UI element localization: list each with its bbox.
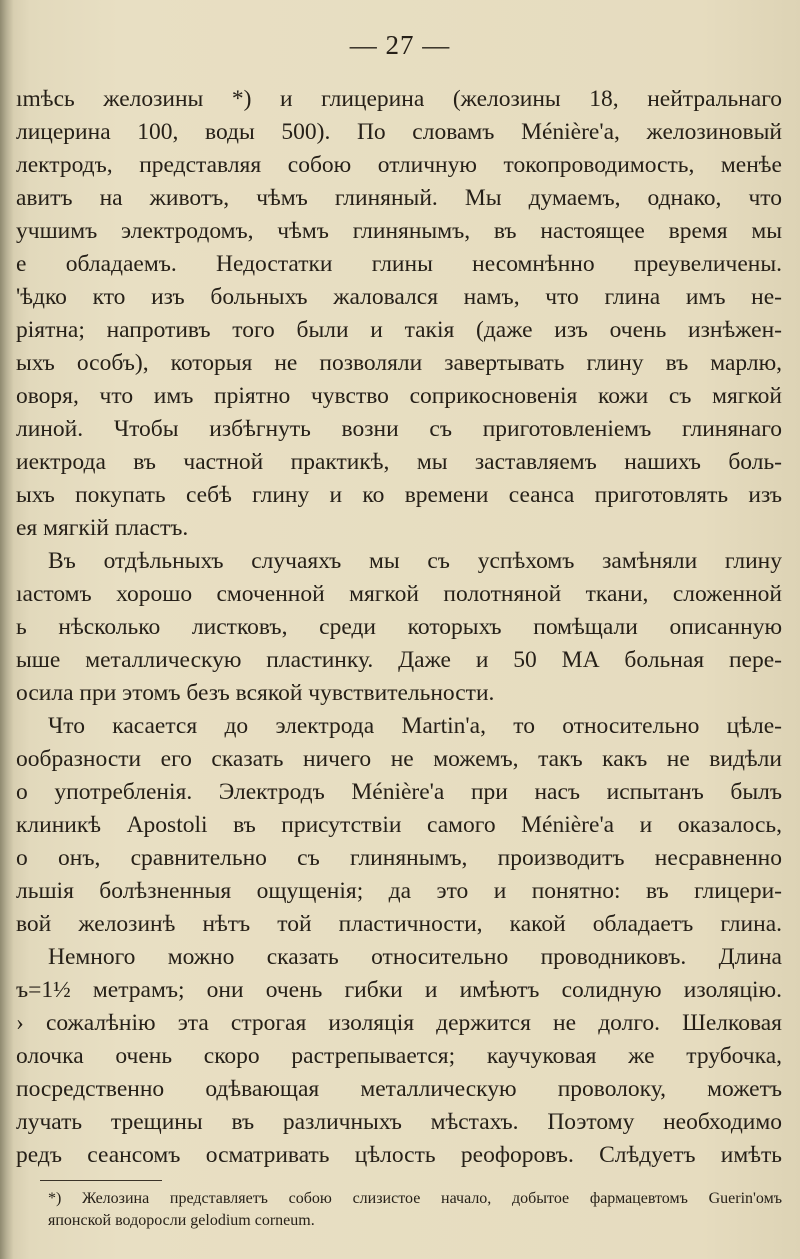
text-line: осила при этомъ безъ всякой чувствительности. (16, 680, 495, 706)
text-line: учшимъ электродомъ, чѣмъ глинянымъ, въ настоящее время мы (16, 218, 782, 244)
text-line: ımѣсь желозины *) и глицерина (желозины 18, нейтральнаго (16, 86, 782, 112)
text-line: ыхъ покупать себѣ глину и ко времени сеанса приготовлять изъ (16, 482, 782, 508)
text-line: ріятна; напротивъ того были и такія (даже изъ очень изнѣжен- (16, 317, 782, 343)
page-number: — 27 — (349, 30, 451, 60)
text-line: льшія болѣзненныя ощущенія; да это и понятно: въ глицери- (16, 878, 782, 904)
paragraph-start-line: Немного можно сказать относительно проводниковъ. Длина (48, 944, 782, 970)
text-line: оворя, что имъ пріятно чувство соприкосновенія кожи съ мягкой (16, 383, 782, 409)
text-line: олочка очень скоро растрепывается; каучуковая же трубочка, (16, 1043, 782, 1069)
text-line: о употребленія. Электродъ Ménière'a при насъ испытанъ былъ (16, 779, 782, 805)
text-line: лицерина 100, воды 500). По словамъ Ménière'a, желозиновый (16, 119, 782, 145)
text-line: › сожалѣнію эта строгая изоляція держится не долго. Шелковая (16, 1010, 782, 1036)
text-line: ыше металлическую пластинку. Даже и 50 МА больная пере- (16, 647, 782, 673)
text-line: е обладаемъ. Недостатки глины несомнѣнно преувеличены. (16, 251, 782, 277)
text-line: лектродъ, представляя собою отличную токопроводимость, менѣе (16, 152, 782, 178)
text-line: линой. Чтобы избѣгнуть возни съ приготовленіемъ глинянаго (16, 416, 782, 442)
text-line: ообразности его сказать ничего не можемъ, такъ какъ не видѣли (16, 746, 782, 772)
text-line: посредственно одѣвающая металлическую проволоку, можетъ (16, 1076, 782, 1102)
text-line: лучать трещины въ различныхъ мѣстахъ. Поэтому необходимо (16, 1109, 782, 1135)
text-line: вой желозинѣ нѣтъ той пластичности, какой обладаетъ глина. (16, 911, 782, 937)
text-line: ь нѣсколько листковъ, среди которыхъ помѣщали описанную (16, 614, 782, 640)
footnote-line: японской водоросли gelodium corneum. (48, 1212, 315, 1229)
text-line: авитъ на животъ, чѣмъ глиняный. Мы думаемъ, однако, что (16, 185, 782, 211)
paragraph-start-line: Что касается до электрода Martin'a, то относительно цѣле- (48, 713, 782, 739)
text-line: ъ=1½ метрамъ; они очень гибки и имѣютъ солидную изоляцію. (16, 977, 782, 1003)
text-line: клиникѣ Apostoli въ присутствіи самого Ménière'a и оказалось, (16, 812, 782, 838)
footnote-line: *) Желозина представляетъ собою слизистое начало, добытое фармацевтомъ Guerin'омъ (48, 1190, 782, 1207)
footnote-separator (40, 1180, 162, 1181)
text-line: о онъ, сравнительно съ глинянымъ, производитъ несравненно (16, 845, 782, 871)
text-line: иектрода въ частной практикѣ, мы заставляемъ нашихъ боль- (16, 449, 782, 475)
text-line: редъ сеансомъ осматривать цѣлость реофоровъ. Слѣдуетъ имѣть (16, 1142, 782, 1168)
text-line: ея мягкій пластъ. (16, 515, 189, 541)
text-line: ыхъ особъ), которыя не позволяли завертывать глину въ марлю, (16, 350, 782, 376)
text-line: ıастомъ хорошо смоченной мягкой полотняной ткани, сложенной (16, 581, 782, 607)
text-line: 'ѣдко кто изъ больныхъ жаловался намъ, что глина имъ не- (16, 284, 782, 310)
paragraph-start-line: Въ отдѣльныхъ случаяхъ мы съ успѣхомъ замѣняли глину (48, 548, 782, 574)
